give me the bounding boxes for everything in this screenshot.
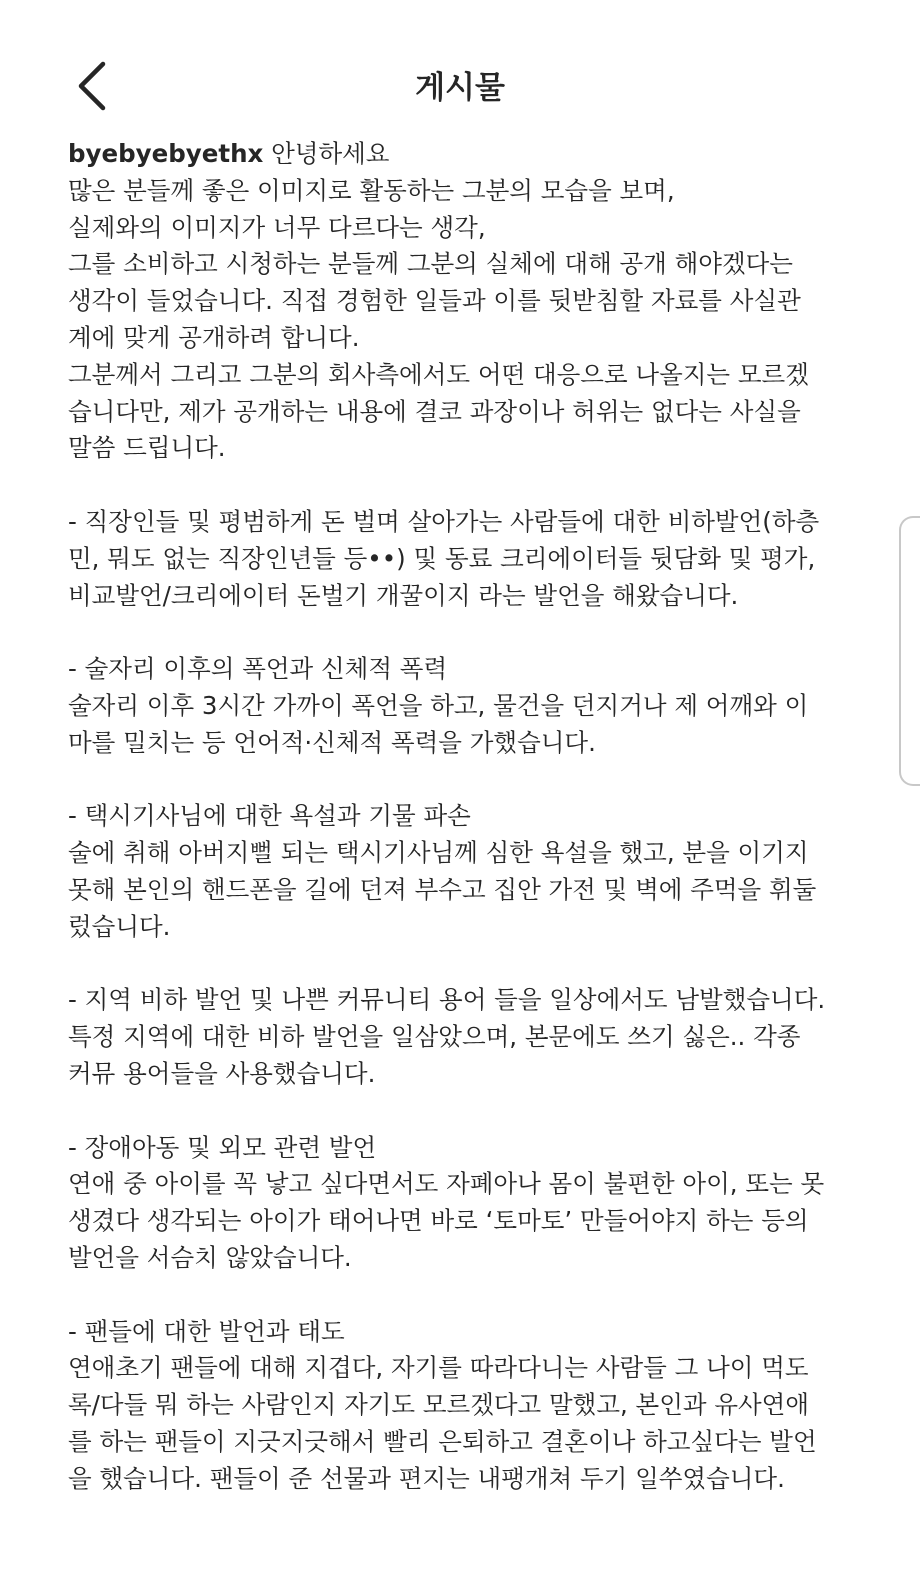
- caption-line: - 지역 비하 발언 및 나쁜 커뮤니티 용어 들을 일상에서도 남발했습니다.: [68, 985, 826, 1015]
- caption-line: 술자리 이후 3시간 가까이 폭언을 하고, 물건을 던지거나 제 어깨와 이: [68, 690, 809, 720]
- username-link[interactable]: byebyebyethx: [68, 139, 264, 168]
- caption-line: 습니다만, 제가 공개하는 내용에 결코 과장이나 허위는 없다는 사실을: [68, 396, 801, 426]
- caption-intro: 안녕하세요: [271, 139, 390, 168]
- caption-line: 특정 지역에 대한 비하 발언을 일삼았으며, 본문에도 쓰기 싫은.. 각종: [68, 1022, 801, 1052]
- page-title: 게시물: [415, 70, 505, 106]
- caption-line: - 팬들에 대한 발언과 태도: [68, 1316, 345, 1346]
- caption-line: 못해 본인의 핸드폰을 길에 던져 부수고 집안 가전 및 벽에 주먹을 휘둘: [68, 874, 817, 904]
- caption-line: 마를 밀치는 등 언어적·신체적 폭력을 가했습니다.: [68, 727, 596, 757]
- caption-line: 그분께서 그리고 그분의 회사측에서도 어떤 대응으로 나올지는 모르겠: [68, 359, 809, 389]
- caption-line: 술에 취해 아버지뻘 되는 택시기사님께 심한 욕설을 했고, 분을 이기지: [68, 838, 809, 868]
- caption-line: - 직장인들 및 평범하게 돈 벌며 살아가는 사람들에 대한 비하발언(하층: [68, 506, 820, 536]
- post-caption: [68, 136, 868, 1497]
- caption-first-line: [68, 136, 868, 173]
- scrollbar-handle[interactable]: [899, 516, 920, 786]
- paragraph-spacer: [68, 1093, 868, 1130]
- paragraph-spacer: [68, 614, 868, 651]
- caption-line: 을 했습니다. 팬들이 준 선물과 편지는 내팽개쳐 두기 일쑤였습니다.: [68, 1463, 785, 1493]
- caption-line: 연애초기 팬들에 대해 지겹다, 자기를 따라다니는 사람들 그 나이 먹도: [68, 1353, 809, 1383]
- caption-line: 그를 소비하고 시청하는 분들께 그분의 실체에 대해 공개 해야겠다는: [68, 249, 793, 279]
- caption-line: 비교발언/크리에이터 돈벌기 개꿀이지 라는 발언을 해왔습니다.: [68, 580, 739, 610]
- caption-line: 발언을 서슴치 않았습니다.: [68, 1242, 352, 1272]
- caption-line: - 택시기사님에 대한 욕설과 기물 파손: [68, 801, 471, 831]
- caption-line: 커뮤 용어들을 사용했습니다.: [68, 1058, 376, 1088]
- paragraph-spacer: [68, 1277, 868, 1314]
- caption-body: [68, 173, 868, 1498]
- caption-line: - 술자리 이후의 폭언과 신체적 폭력: [68, 654, 448, 684]
- caption-line: 말씀 드립니다.: [68, 433, 226, 463]
- caption-line: - 장애아동 및 외모 관련 발언: [68, 1132, 377, 1162]
- caption-line: 생각이 들었습니다. 직접 경험한 일들과 이를 뒷받침할 자료를 사실관: [68, 286, 801, 316]
- caption-line: 록/다들 뭐 하는 사람인지 자기도 모르겠다고 말했고, 본인과 유사연애: [68, 1390, 810, 1420]
- caption-line: 실제와의 이미지가 너무 다르다는 생각,: [68, 212, 486, 242]
- paragraph-spacer: [68, 946, 868, 983]
- paragraph-spacer: [68, 467, 868, 504]
- caption-line: 렀습니다.: [68, 911, 171, 941]
- caption-line: 민, 뭐도 없는 직장인년들 등••) 및 동료 크리에이터들 뒷담화 및 평가,: [68, 543, 816, 573]
- caption-line: 계에 맞게 공개하려 합니다.: [68, 322, 360, 352]
- caption-line: 를 하는 팬들이 지긋지긋해서 빨리 은퇴하고 결혼이나 하고싶다는 발언: [68, 1426, 817, 1456]
- paragraph-spacer: [68, 762, 868, 799]
- caption-line: 생겼다 생각되는 아이가 태어나면 바로 ‘토마토’ 만들어야지 하는 등의: [68, 1206, 809, 1236]
- caption-line: 많은 분들께 좋은 이미지로 활동하는 그분의 모습을 보며,: [68, 175, 675, 205]
- caption-line: 연애 중 아이를 꼭 낳고 싶다면서도 자폐아나 몸이 불편한 아이, 또는 못: [68, 1169, 825, 1199]
